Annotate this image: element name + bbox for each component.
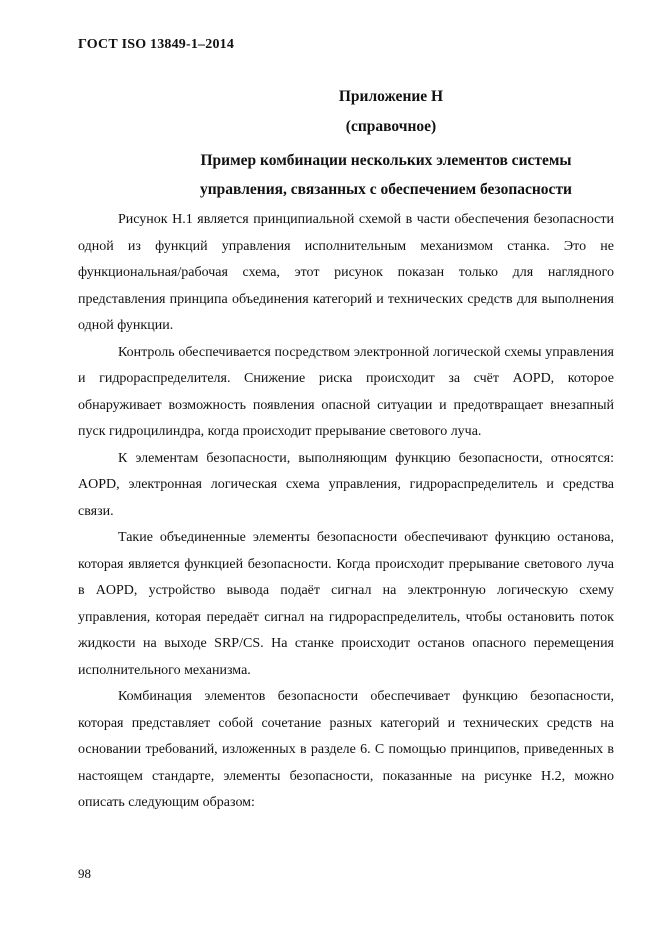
annex-kind: (справочное) <box>345 118 437 135</box>
paragraph-5: Комбинация элементов безопасности обеспечивает функцию безопасности, которая представляет собой сочетание разных категорий и технических средств на основании требований, изложенных в разделе 6. С помощью принципов, приведенных в настоящем стандарте, элементы безопасности, показанные на рисунке Н.2, можно описать следующим образом: <box>78 689 614 810</box>
paragraph-1: Рисунок Н.1 является принципиальной схемой в части обеспечения безопасности одной из функций управления исполнительным механизмом станка. Это не функциональная/рабочая схема, этот рисунок показан только для наглядного представления принципа объединения категорий и технических средств для выполнения одной функции. <box>78 212 614 333</box>
annex-heading <box>78 146 614 204</box>
annex-heading-line-1: Пример комбинации нескольких элементов системы <box>200 152 572 169</box>
page-number: 98 <box>78 866 91 881</box>
standard-header: ГОСТ ISO 13849-1–2014 <box>78 37 235 52</box>
paragraph-3: К элементам безопасности, выполняющим функцию безопасности, относятся: AOPD, электронная логическая схема управления, гидрораспределитель и средства связи. <box>78 450 614 519</box>
paragraph-4: Такие объединенные элементы безопасности обеспечивают функцию останова, которая является функцией безопасности. Когда происходит прерывание светового луча в AOPD, устройство вывода подаёт сигнал на электронную логическую схему управления, которая передаёт сигнал на гидрораспределитель, чтобы остановить поток жидкости на выходе SRP/CS. На станке происходит останов опасного перемещения исполнительного механизма. <box>78 530 614 678</box>
paragraph-2: Контроль обеспечивается посредством электронной логической схемы управления и гидрораспределителя. Снижение риска происходит за счёт AOPD, которое обнаруживает возможность появления опасной ситуации и предотвращает внезапный пуск гидроцилиндра, когда происходит прерывание светового луча. <box>78 344 614 439</box>
body-text <box>78 207 614 817</box>
annex-title: Приложение Н <box>338 88 444 105</box>
annex-heading-line-2: управления, связанных с обеспечением безопасности <box>200 181 572 198</box>
